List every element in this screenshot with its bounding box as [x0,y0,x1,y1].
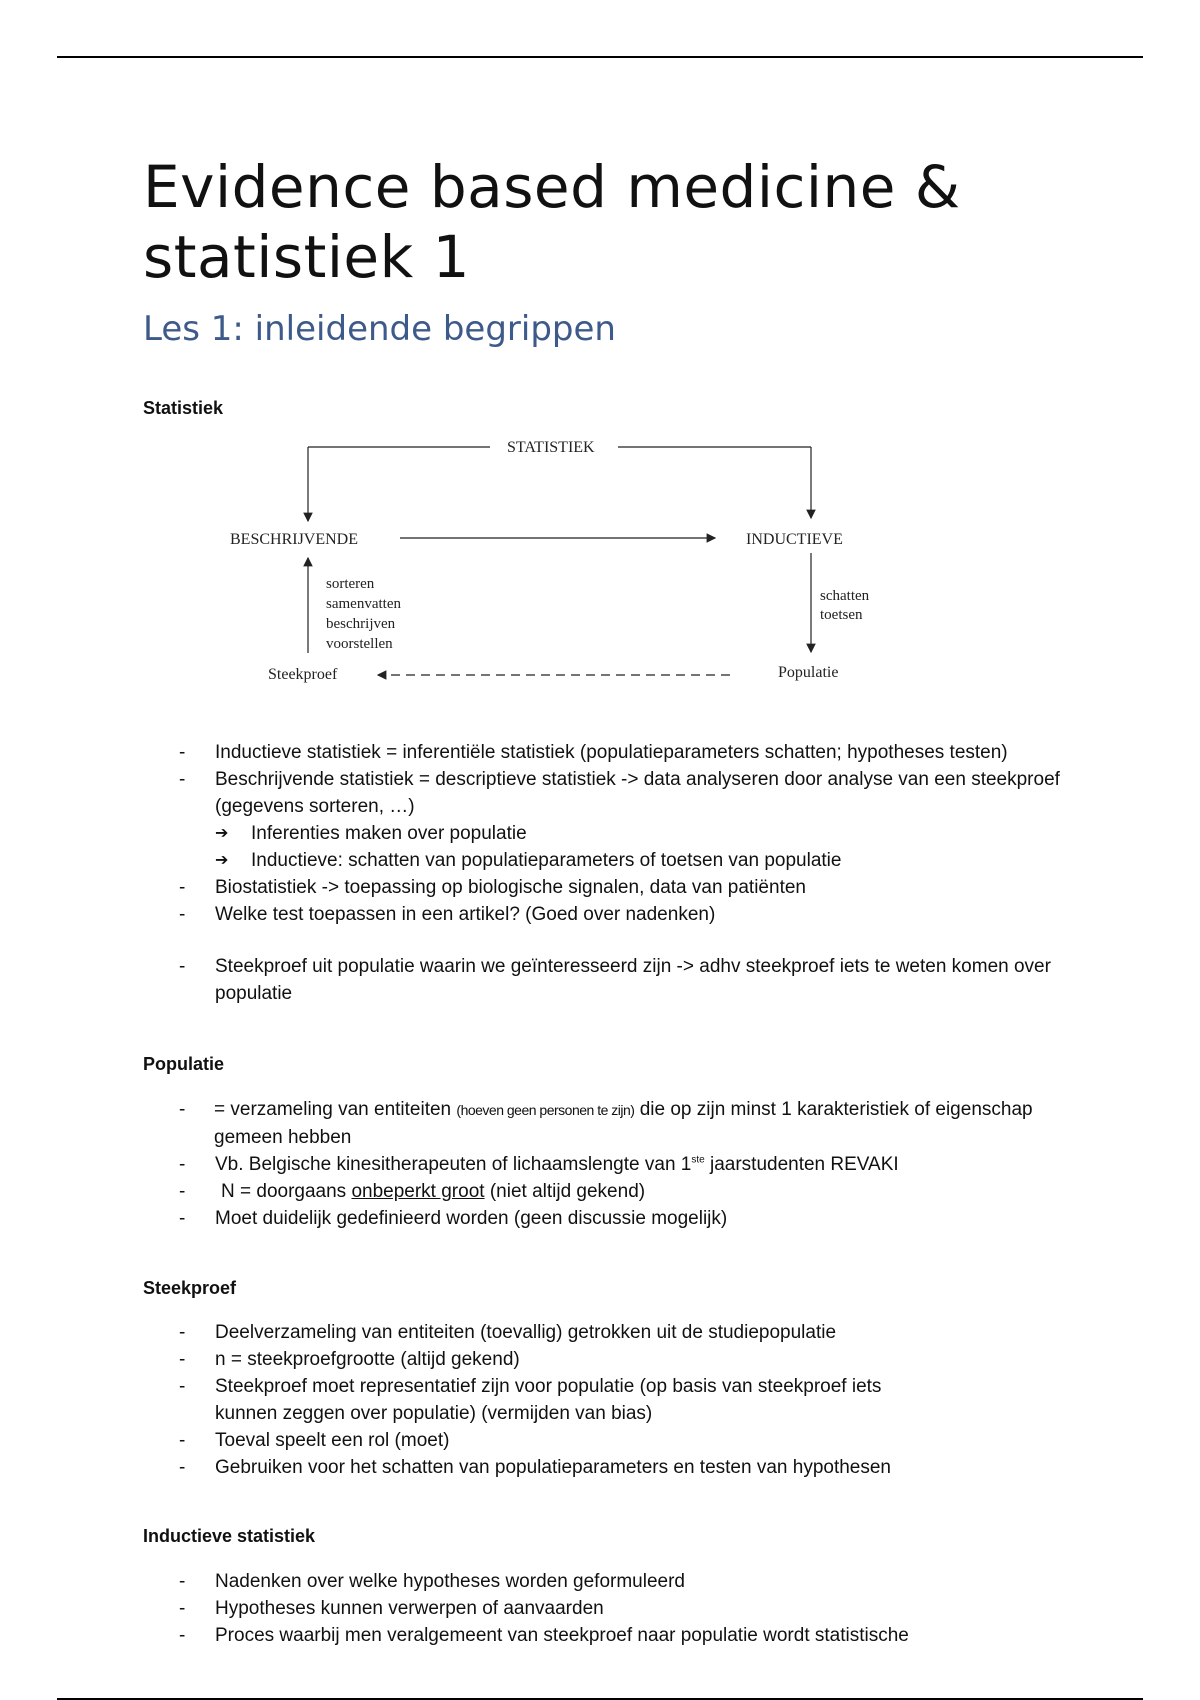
list-item: - Beschrijvende statistiek = descriptieve statistiek -> data analyseren door analyse van een steekproef (gegevens sorteren, …) [179,769,1060,817]
diagram-label-beschrijvende: BESCHRIJVENDE [230,531,359,548]
list-item: ➔ Inferenties maken over populatie [143,820,1153,847]
list-item: - Deelverzameling van entiteiten (toevallig) getrokken uit de studiepopulatie [179,1322,837,1343]
inductieve-bullet-list [143,1568,1153,1649]
list-item: - Hypotheses kunnen verwerpen of aanvaarden [179,1598,604,1619]
populatie-bullet-list [143,1096,1153,1232]
diagram-label-statistiek: STATISTIEK [507,439,595,456]
statistiek-bullet-list [143,739,1153,1007]
diagram-method-voorstellen: voorstellen [326,636,393,652]
list-item: ➔ Inductieve: schatten van populatieparameters of toetsen van populatie [143,847,1153,874]
list-item: - Gebruiken voor het schatten van populatieparameters en testen van hypothesen [179,1457,891,1478]
heading-populatie: Populatie [143,1054,225,1074]
list-item: - Steekproef moet representatief zijn voor populatie (op basis van steekproef iets kunnen zeggen over populatie) (vermijden van bias) [179,1376,882,1424]
list-item: - = verzameling van entiteiten (hoeven geen personen te zijn) die op zijn minst 1 karakteristiek of eigenschap gemeen hebben [179,1099,1033,1148]
diagram-method-schatten: schatten [820,588,870,604]
top-rule [57,56,1143,58]
list-item: - Toeval speelt een rol (moet) [179,1430,450,1451]
lesson-subtitle: Les 1: inleidende begrippen [143,309,616,349]
diagram-label-populatie: Populatie [778,664,839,681]
diagram-method-sorteren: sorteren [326,576,375,592]
arrow-icon: ➔ [215,825,229,842]
diagram-label-inductieve: INDUCTIEVE [746,531,843,548]
document-title: Evidence based medicine & statistiek 1 [143,153,961,291]
list-item: - n = steekproefgrootte (altijd gekend) [179,1349,520,1370]
list-item: - Inductieve statistiek = inferentiële statistiek (populatieparameters schatten; hypotheses testen) [179,742,1008,763]
heading-statistiek: Statistiek [143,398,224,418]
heading-steekproef: Steekproef [143,1278,237,1298]
steekproef-bullet-list [143,1319,1153,1481]
list-item: - Vb. Belgische kinesitherapeuten of lichaamslengte van 1ste jaarstudenten REVAKI [179,1154,899,1175]
list-item: - Proces waarbij men veralgemeent van steekproef naar populatie wordt statistische [179,1625,909,1646]
heading-inductieve-statistiek: Inductieve statistiek [143,1526,316,1546]
diagram-label-steekproef: Steekproef [268,666,338,683]
list-item: - N = doorgaans onbeperkt groot (niet altijd gekend) [179,1181,646,1202]
list-item: - Welke test toepassen in een artikel? (Goed over nadenken) [179,904,716,925]
list-item: - Moet duidelijk gedefinieerd worden (geen discussie mogelijk) [179,1208,728,1229]
diagram-method-samenvatten: samenvatten [326,596,401,612]
diagram-method-beschrijven: beschrijven [326,616,396,632]
statistiek-diagram [200,428,880,698]
list-item: - Biostatistiek -> toepassing op biologische signalen, data van patiënten [179,877,806,898]
arrow-icon: ➔ [215,852,229,869]
list-item: - Nadenken over welke hypotheses worden geformuleerd [179,1571,685,1592]
diagram-method-toetsen: toetsen [820,607,863,623]
list-item: - Steekproef uit populatie waarin we geïnteresseerd zijn -> adhv steekproef iets te weten komen over populatie [179,956,1051,1004]
